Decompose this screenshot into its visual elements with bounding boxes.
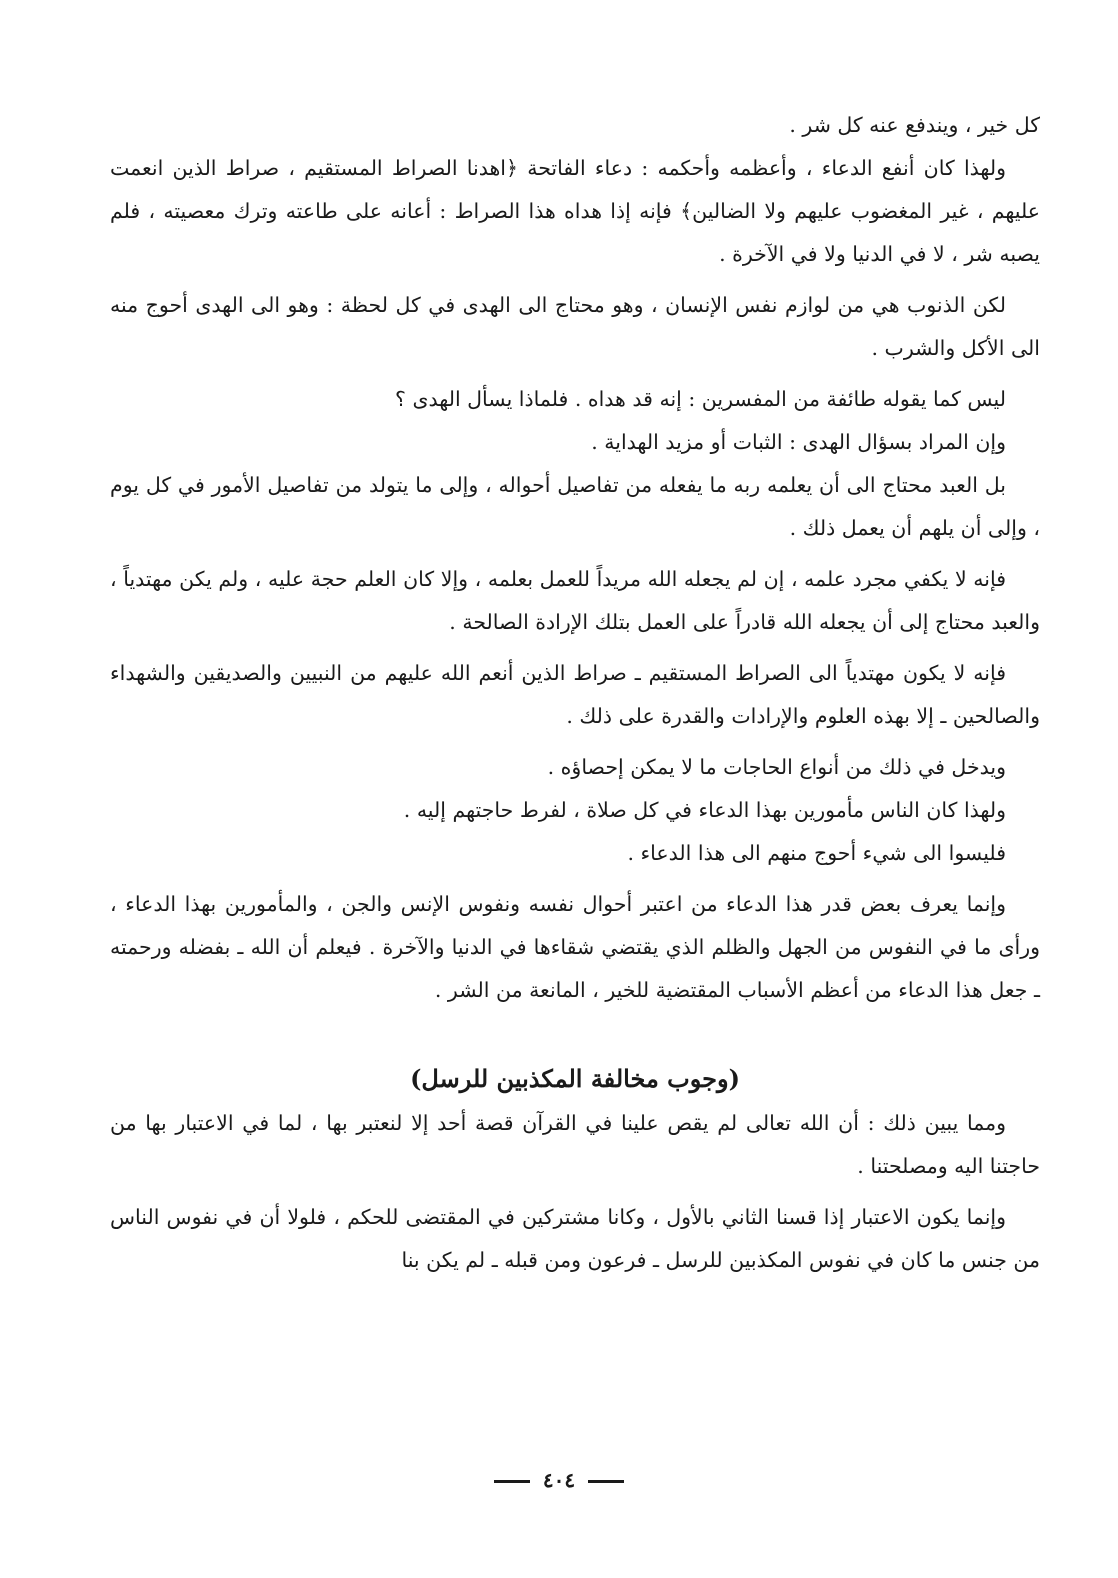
paragraph-6: بل العبد محتاج الى أن يعلمه ربه ما يفعله من تفاصيل أحواله ، وإلى ما يتولد من تفاصيل الأمور في كل يوم ، وإلى أن يلهم أن يعمل ذلك . bbox=[110, 473, 1040, 540]
paragraph-4: ليس كما يقوله طائفة من المفسرين : إنه قد هداه . فلماذا يسأل الهدى ؟ bbox=[395, 387, 1006, 411]
page-number-footer bbox=[0, 1468, 1118, 1492]
paragraph-2: ولهذا كان أنفع الدعاء ، وأعظمه وأحكمه : دعاء الفاتحة ﴿اهدنا الصراط المستقيم ، صراط الذين انعمت عليهم ، غير المغضوب عليهم ولا الضالين﴾ فإنه إذا هداه هذا الصراط : أعانه على طاعته وترك معصيته ، فلم يصبه شر ، لا في الدنيا ولا في الآخرة . bbox=[110, 156, 1040, 266]
footer-dash-left bbox=[494, 1480, 530, 1483]
paragraph-12: وإنما يعرف بعض قدر هذا الدعاء من اعتبر أحوال نفسه ونفوس الإنس والجن ، والمأمورين بهذا الدعاء ، ورأى ما في النفوس من الجهل والظلم الذي يقتضي شقاءها في الدنيا والآخرة . فيعلم أن الله ـ بفضله ورحمته ـ جعل هذا الدعاء من أعظم الأسباب المقتضية للخير ، المانعة من الشر . bbox=[110, 892, 1040, 1002]
paragraph-10: ولهذا كان الناس مأمورين بهذا الدعاء في كل صلاة ، لفرط حاجتهم إليه . bbox=[403, 798, 1006, 822]
paragraph-11: فليسوا الى شيء أحوج منهم الى هذا الدعاء . bbox=[627, 841, 1006, 865]
paragraph-5: وإن المراد بسؤال الهدى : الثبات أو مزيد الهداية . bbox=[591, 430, 1006, 454]
paragraph-8: فإنه لا يكون مهتدياً الى الصراط المستقيم ـ صراط الذين أنعم الله عليهم من النبيين والصديقين والشهداء والصالحين ـ إلا بهذه العلوم والإرادات والقدرة على ذلك . bbox=[110, 661, 1040, 728]
footer-dash-right bbox=[588, 1480, 624, 1483]
paragraph-13: ومما يبين ذلك : أن الله تعالى لم يقص علينا في القرآن قصة أحد إلا لنعتبر بها ، لما في الاعتبار بها من حاجتنا اليه ومصلحتنا . bbox=[110, 1111, 1040, 1178]
paragraph-7: فإنه لا يكفي مجرد علمه ، إن لم يجعله الله مريداً للعمل بعلمه ، وإلا كان العلم حجة عليه ، ولم يكن مهتدياً ، والعبد محتاج إلى أن يجعله الله قادراً على العمل بتلك الإرادة الصالحة . bbox=[110, 567, 1040, 634]
paragraph-9: ويدخل في ذلك من أنواع الحاجات ما لا يمكن إحصاؤه . bbox=[547, 755, 1006, 779]
body-text bbox=[110, 104, 1040, 1282]
section-heading: (وجوب مخالفة المكذبين للرسل) bbox=[410, 1064, 740, 1093]
paragraph-14: وإنما يكون الاعتبار إذا قسنا الثاني بالأول ، وكانا مشتركين في المقتضى للحكم ، فلولا أن في نفوس الناس من جنس ما كان في نفوس المكذبين للرسل ـ فرعون ومن قبله ـ لم يكن بنا bbox=[110, 1205, 1040, 1272]
paragraph-1: كل خير ، ويندفع عنه كل شر . bbox=[789, 113, 1040, 137]
page-number: ٤٠٤ bbox=[542, 1468, 576, 1492]
paragraph-3: لكن الذنوب هي من لوازم نفس الإنسان ، وهو محتاج الى الهدى في كل لحظة : وهو الى الهدى أحوج منه الى الأكل والشرب . bbox=[110, 293, 1040, 360]
